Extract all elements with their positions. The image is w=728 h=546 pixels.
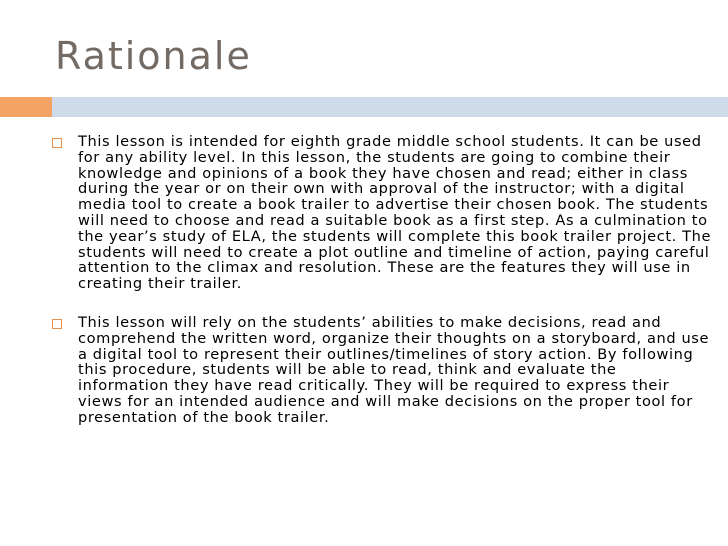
title-accent-bar xyxy=(0,97,728,117)
accent-bar-orange-segment xyxy=(0,97,52,117)
accent-bar-blue-segment xyxy=(52,97,728,117)
slide-title: Rationale xyxy=(55,34,252,78)
square-bullet-icon xyxy=(52,138,62,148)
bullet-item xyxy=(52,134,712,292)
bullet-list xyxy=(52,134,712,426)
bullet-text: This lesson will rely on the students’ abilities to make decisions, read and comprehend the written word, organize their thoughts on a storyboard, and use a digital tool to represent their outlines/timelines of story action. By following this procedure, students will be able to read, think and evaluate the information they have read critically. They will be required to express their views for an intended audience and will make decisions on the proper tool for presentation of the book trailer. xyxy=(78,313,710,426)
bullet-item xyxy=(52,315,712,426)
square-bullet-icon xyxy=(52,319,62,329)
bullet-text: This lesson is intended for eighth grade middle school students. It can be used for any ability level. In this lesson, the students are going to combine their knowledge and opinions of a book they have chosen and read; either in class during the year or on their own with approval of the instructor; with a digital media tool to create a book trailer to advertise their chosen book. The students will need to choose and read a suitable book as a first step. As a culmination to the year’s study of ELA, the students will complete this book trailer project. The students will need to create a plot outline and timeline of action, paying careful attention to the climax and resolution. These are the features they will use in creating their trailer. xyxy=(78,133,712,293)
